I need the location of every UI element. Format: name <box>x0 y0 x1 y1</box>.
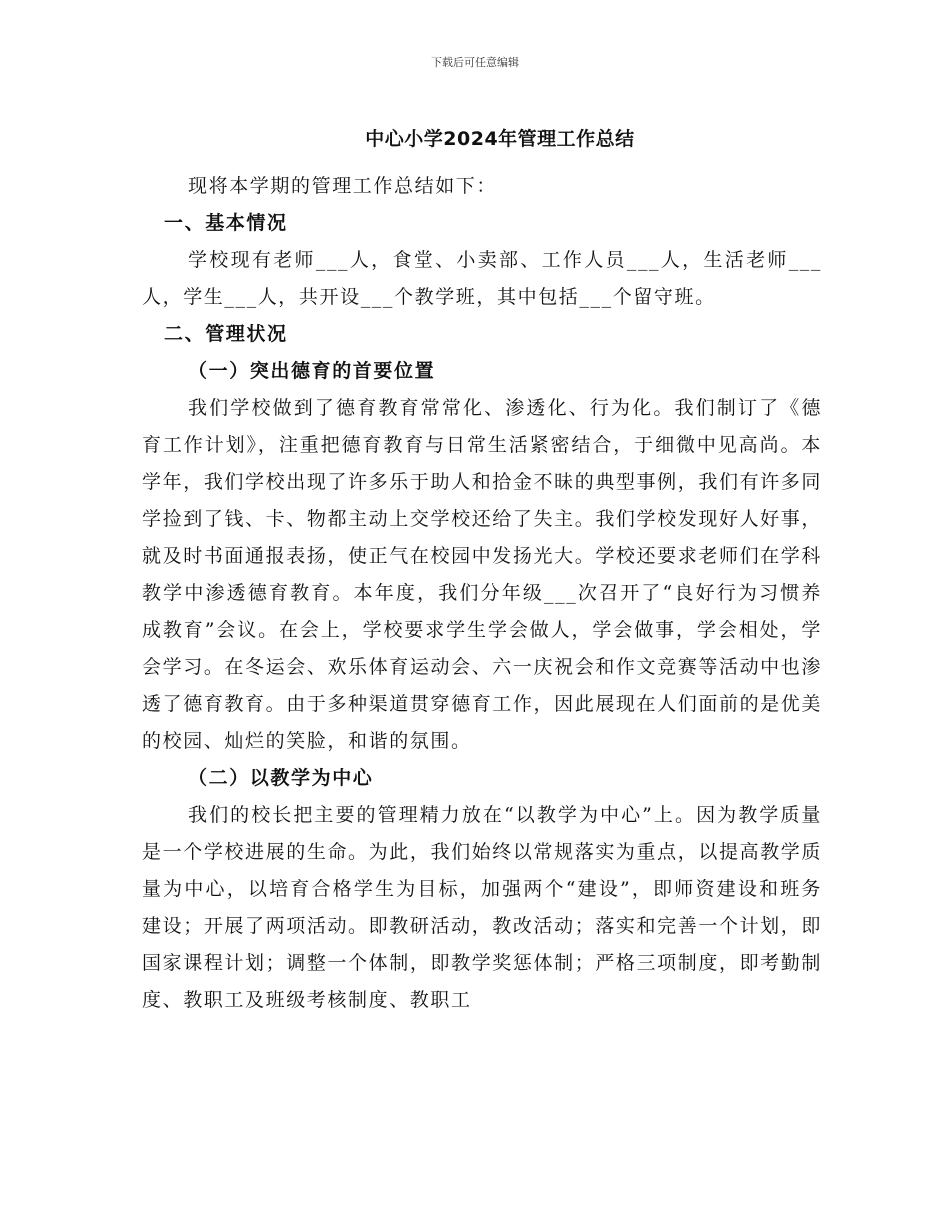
section-1-heading: 一、基本情况 <box>164 212 288 234</box>
header-note: 下载后可任意编辑 <box>431 56 519 69</box>
subsection-1-heading: （一）突出德育的首要位置 <box>188 360 436 382</box>
section-1-paragraph: 学校现有老师___人，食堂、小卖部、工作人员___人，生活老师___人，学生___人，共开设___个教学班，其中包括___个留守班。 <box>142 249 822 308</box>
section-2-heading: 二、管理状况 <box>164 323 288 345</box>
document-body <box>142 168 822 1019</box>
subsection-2-heading: （二）以教学为中心 <box>188 767 374 789</box>
intro-paragraph: 现将本学期的管理工作总结如下： <box>188 175 498 197</box>
subsection-2-paragraph: 我们的校长把主要的管理精力放在“以教学为中心”上。因为教学质量是一个学校进展的生命。为此，我们始终以常规落实为重点，以提高教学质量为中心，以培育合格学生为目标，加强两个“建设”，即师资建设和班务建设；开展了两项活动。即教研活动，教改活动；落实和完善一个计划，即国家课程计划；调整一个体制，即教学奖惩体制；严格三项制度，即考勤制度、教职工及班级考核制度、教职工 <box>142 804 822 1011</box>
document-title: 中心小学2024年管理工作总结 <box>365 128 635 150</box>
subsection-1-paragraph: 我们学校做到了德育教育常常化、渗透化、行为化。我们制订了《德育工作计划》，注重把德育教育与日常生活紧密结合，于细微中见高尚。本学年，我们学校出现了许多乐于助人和拾金不昧的典型事例，我们有许多同学捡到了钱、卡、物都主动上交学校还给了失主。我们学校发现好人好事，就及时书面通报表扬，使正气在校园中发扬光大。学校还要求老师们在学科教学中渗透德育教育。本年度，我们分年级___次召开了“良好行为习惯养成教育”会议。在会上，学校要求学生学会做人，学会做事，学会相处，学会学习。在冬运会、欢乐体育运动会、六一庆祝会和作文竞赛等活动中也渗透了德育教育。由于多种渠道贯穿德育工作，因此展现在人们面前的是优美的校园、灿烂的笑脸，和谐的氛围。 <box>142 397 822 752</box>
